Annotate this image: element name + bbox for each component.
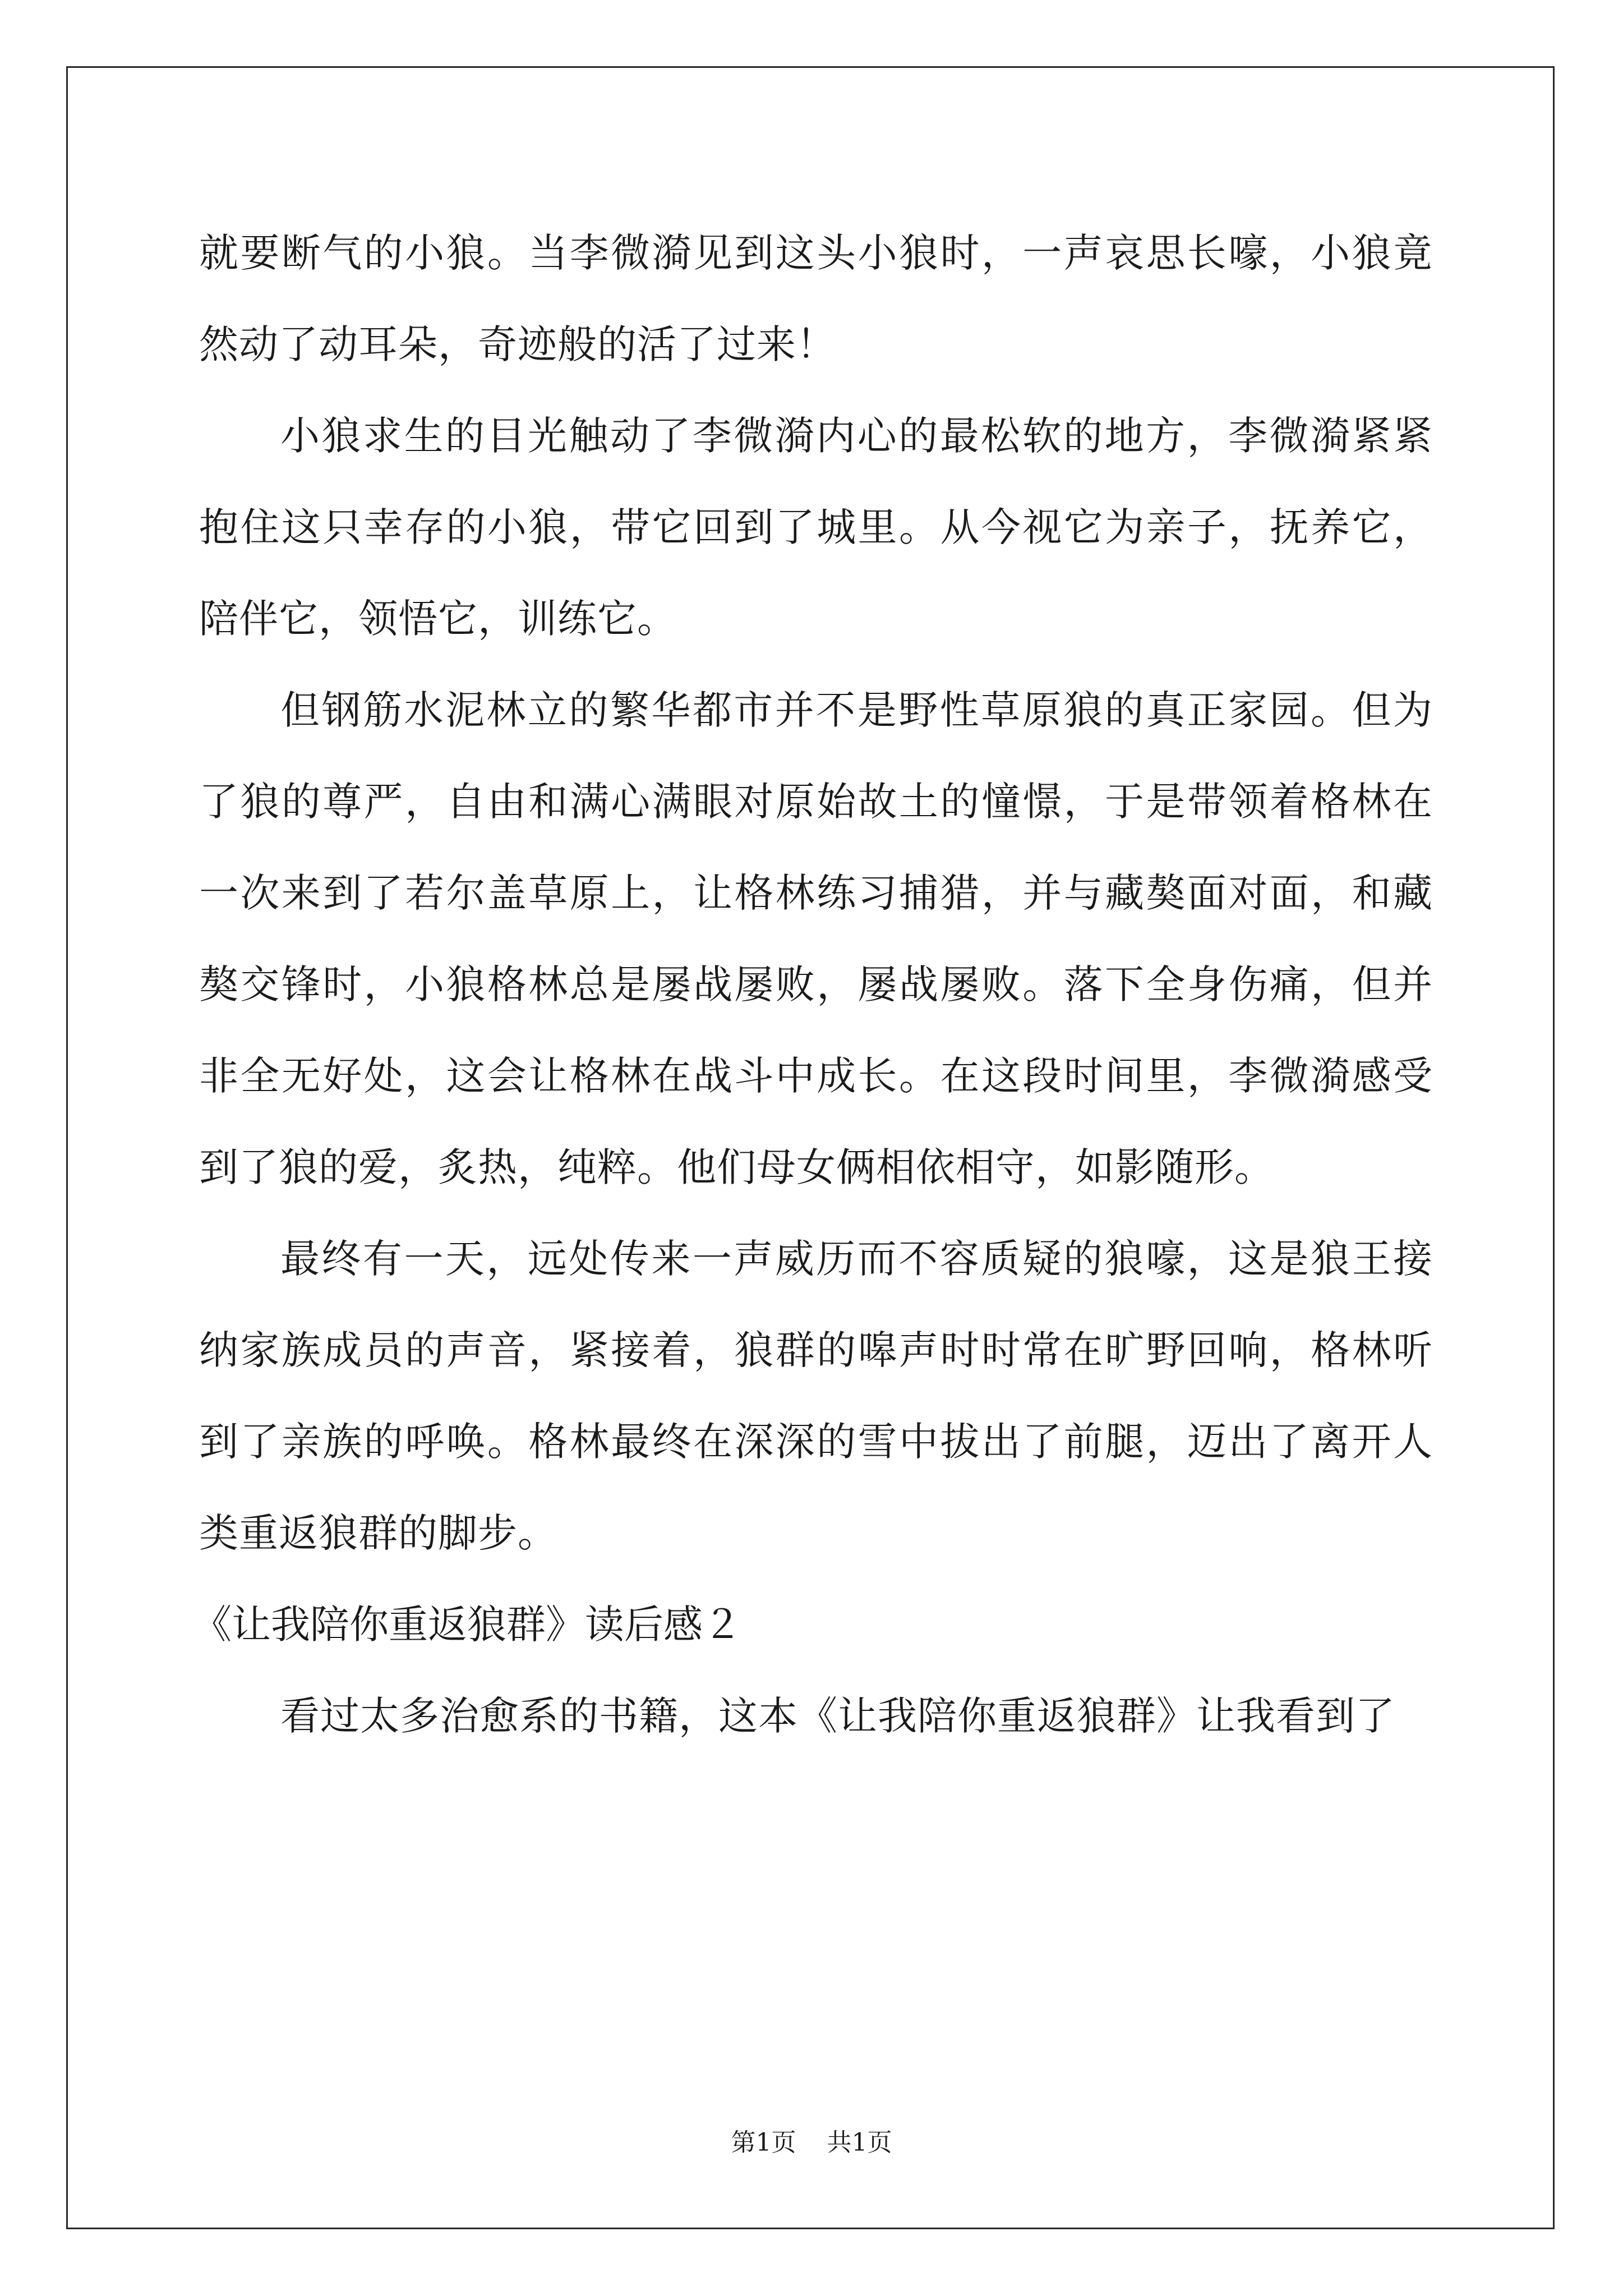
paragraph-5: 看过太多治愈系的书籍，这本《让我陪你重返狼群》让我看到了 — [280, 1693, 1395, 1739]
page-total: 共1页 — [827, 2128, 892, 2157]
document-body — [192, 208, 1433, 1762]
page-number: 第1页 — [731, 2128, 796, 2157]
paragraph-4: 最终有一天，远处传来一声威历而不容质疑的狼嚎，这是狼王接纳家族成员的声音，紧接着，狼群的嗥声时时常在旷野回响，格林听到了亲族的呼唤。格林最终在深深的雪中拔出了前腿，迈出了离开人类重返狼群的脚步。 — [199, 1236, 1433, 1556]
paragraph-3: 但钢筋水泥林立的繁华都市并不是野性草原狼的真正家园。但为了狼的尊严，自由和满心满眼对原始故土的憧憬，于是带领着格林在一次来到了若尔盖草原上，让格林练习捕猎，并与藏獒面对面，和藏獒交锋时，小狼格林总是屡战屡败，屡战屡败。落下全身伤痛，但并非全无好处，这会让格林在战斗中成长。在这段时间里，李微漪感受到了狼的爱，炙热，纯粹。他们母女俩相依相守，如影随形。 — [199, 687, 1433, 1190]
page-footer — [0, 2126, 1623, 2160]
paragraph-2: 小狼求生的目光触动了李微漪内心的最松软的地方，李微漪紧紧抱住这只幸存的小狼，带它回到了城里。从今视它为亲子，抚养它，陪伴它，领悟它，训练它。 — [199, 413, 1433, 642]
section-heading: 《让我陪你重返狼群》读后感２ — [192, 1602, 742, 1648]
paragraph-1: 就要断气的小狼。当李微漪见到这头小狼时，一声哀思长嚎，小狼竟然动了动耳朵，奇迹般的活了过来！ — [199, 230, 1433, 367]
